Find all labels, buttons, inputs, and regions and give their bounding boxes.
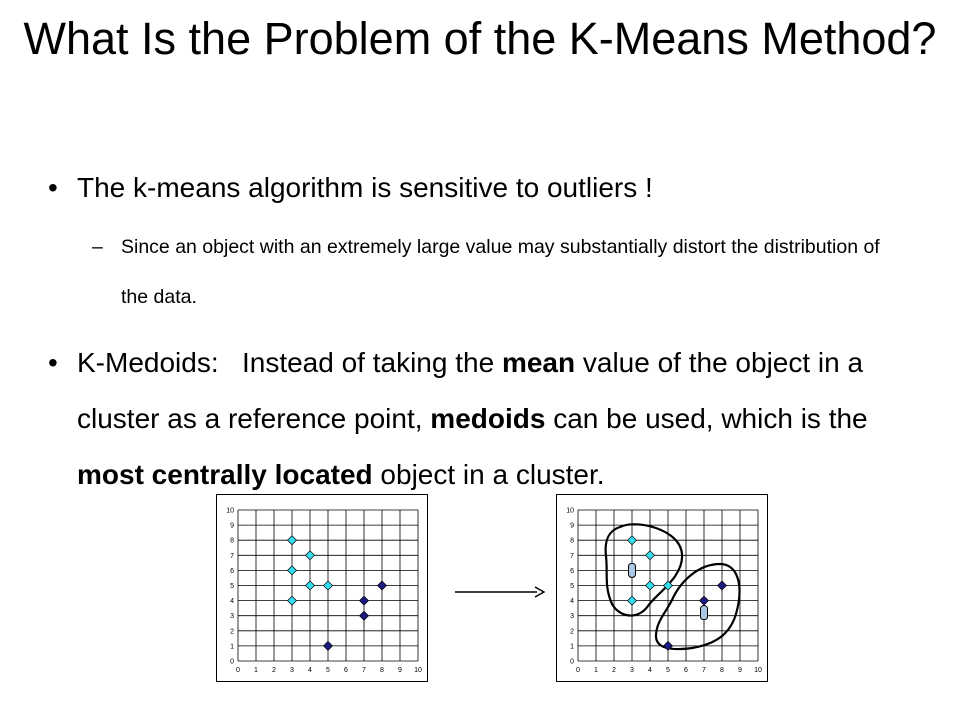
chart-svg (556, 494, 768, 682)
x-tick-label: 9 (398, 667, 402, 674)
text-part: can be used, which is the (545, 403, 868, 434)
x-tick-label: 4 (648, 667, 652, 674)
medoid-point (701, 606, 708, 620)
text-part: Instead of taking the (241, 347, 502, 378)
x-tick-label: 2 (272, 667, 276, 674)
y-tick-label: 2 (570, 628, 574, 636)
y-tick-label: 10 (226, 507, 234, 515)
k-medoids-label: K-Medoids: (77, 347, 219, 378)
x-tick-label: 5 (326, 667, 330, 674)
x-tick-label: 7 (702, 667, 706, 674)
y-tick-label: 0 (570, 658, 574, 666)
bullet-dot: • (48, 172, 58, 203)
y-tick-label: 3 (570, 613, 574, 621)
y-tick-label: 3 (230, 613, 234, 621)
y-tick-label: 4 (570, 598, 574, 606)
x-tick-label: 1 (254, 667, 258, 674)
x-tick-label: 3 (630, 667, 634, 674)
y-tick-label: 7 (570, 552, 574, 560)
x-tick-label: 6 (684, 667, 688, 674)
x-tick-label: 8 (720, 667, 724, 674)
x-tick-label: 7 (362, 667, 366, 674)
x-tick-label: 8 (380, 667, 384, 674)
y-tick-label: 1 (230, 643, 234, 651)
arrow-icon (455, 584, 545, 600)
x-tick-label: 6 (344, 667, 348, 674)
bold-medoids: medoids (430, 403, 546, 434)
y-tick-label: 7 (230, 552, 234, 560)
x-tick-label: 1 (594, 667, 598, 674)
y-tick-label: 8 (570, 537, 574, 545)
chart-frame (217, 495, 428, 682)
bold-mean: mean (501, 347, 576, 378)
y-tick-label: 4 (230, 598, 234, 606)
chart-kmeans-points (216, 494, 428, 682)
chart-kmedoids-clusters (556, 494, 768, 682)
sub-bullet-text: Since an object with an extremely large value may substantially distort the distribution of the data. (121, 236, 880, 308)
text-part: object in a cluster. (372, 459, 605, 490)
y-tick-label: 6 (570, 567, 574, 575)
y-tick-label: 5 (230, 583, 234, 590)
y-tick-label: 6 (230, 567, 234, 575)
x-tick-label: 10 (754, 667, 762, 674)
x-tick-label: 0 (576, 667, 580, 674)
y-tick-label: 0 (230, 658, 234, 666)
bold-most-centrally-located: most centrally located (77, 459, 373, 490)
x-tick-label: 4 (308, 667, 312, 674)
sub-bullet-large-value (92, 222, 892, 322)
y-tick-label: 5 (570, 583, 574, 590)
slide-title: What Is the Problem of the K-Means Method? (23, 13, 937, 64)
chart-svg (216, 494, 428, 682)
y-tick-label: 8 (230, 537, 234, 545)
x-tick-label: 3 (290, 667, 294, 674)
y-tick-label: 1 (570, 643, 574, 651)
bullet-dot: • (48, 347, 58, 378)
bullet-text: The k-means algorithm is sensitive to outliers ! (77, 172, 653, 203)
medoid-point (629, 563, 636, 577)
y-tick-label: 2 (230, 628, 234, 636)
x-tick-label: 10 (414, 667, 422, 674)
bullet-text (48, 335, 928, 503)
y-tick-label: 9 (570, 522, 574, 530)
x-tick-label: 5 (666, 667, 670, 674)
x-tick-label: 2 (612, 667, 616, 674)
bullet-sensitive-to-outliers (48, 160, 928, 216)
text-part: value of the object in a cluster as a reference point, (77, 347, 864, 434)
chart-frame (557, 495, 768, 682)
x-tick-label: 9 (738, 667, 742, 674)
bullet-k-medoids (48, 335, 928, 503)
y-tick-label: 9 (230, 522, 234, 530)
x-tick-label: 0 (236, 667, 240, 674)
sub-bullet-dash: – (92, 236, 103, 258)
y-tick-label: 10 (566, 507, 574, 515)
